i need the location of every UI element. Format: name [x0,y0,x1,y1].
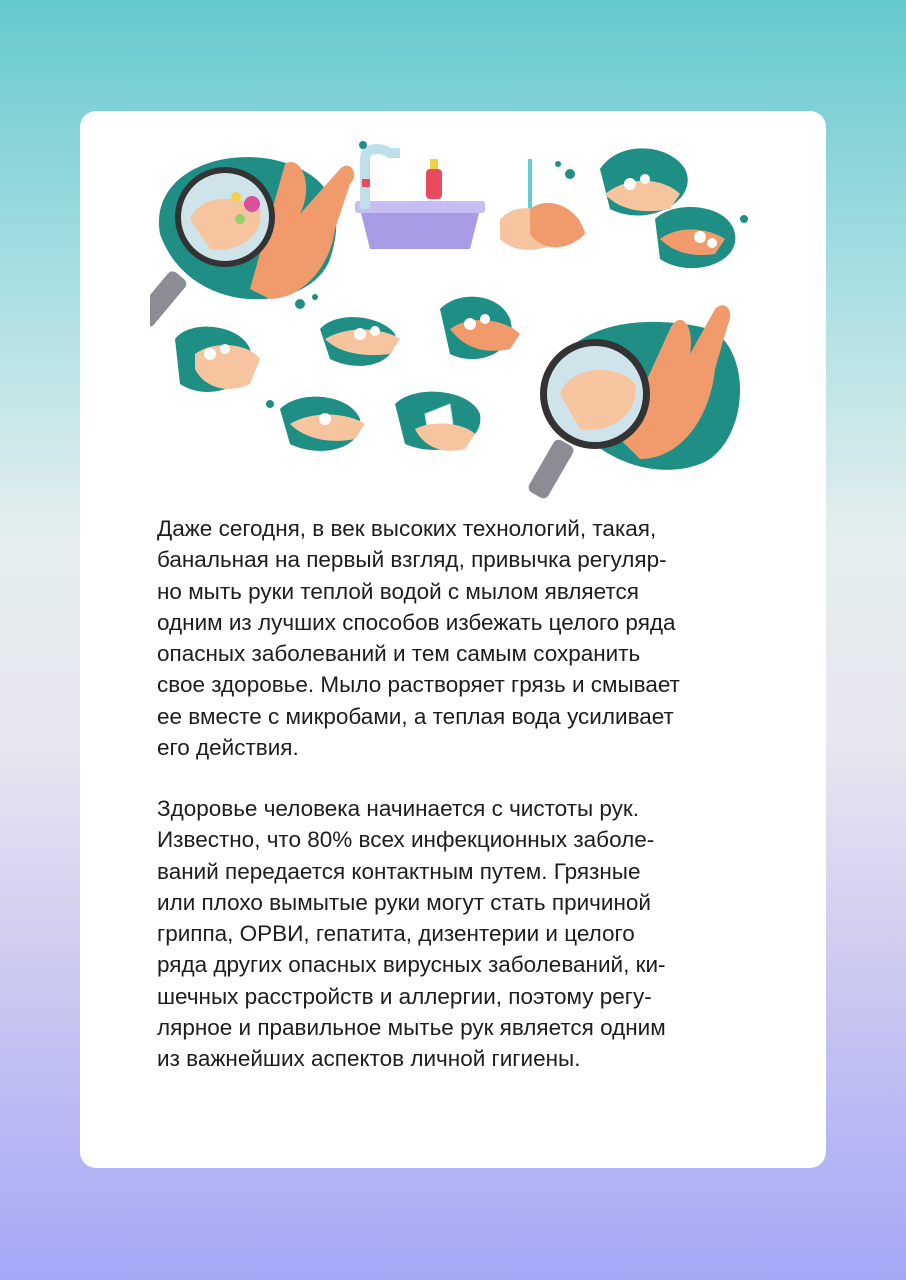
rinse-hands-icon [500,159,585,250]
sink-icon [355,141,485,249]
magnifier-hand-icon [526,305,740,500]
intro-paragraph: Даже сегодня, в век высоких технологий, такая, банальная на первый взгляд, привычка регуляр- но мыть руки теплой водой с мылом является одним из лучших способов избежать целого ряда опасных заболеваний и тем самым сохранить свое здоровье. Мыло растворяет грязь и смывает ее вместе с микробами, а теплая вода усиливает его действия. [157,516,680,761]
handwashing-illustration [150,139,756,509]
content-card [80,111,826,1168]
health-paragraph: Здоровье человека начинается с чистоты рук. Известно, что 80% всех инфекционных заболе- ваний передается контактным путем. Грязные или плохо вымытые руки могут стать причиной гриппа, ОРВИ, гепатита, дизентерии и целого ряда других опасных вирусных заболеваний, ки- шечных расстройств и аллергии, поэтому регу- лярное и правильное мытье рук является одним из важнейших аспектов личной гигиены. [157,796,666,1072]
soaping-hands-icon [600,148,748,268]
towel-hands-icon [395,392,480,451]
magnifier-hand-icon [150,157,354,329]
